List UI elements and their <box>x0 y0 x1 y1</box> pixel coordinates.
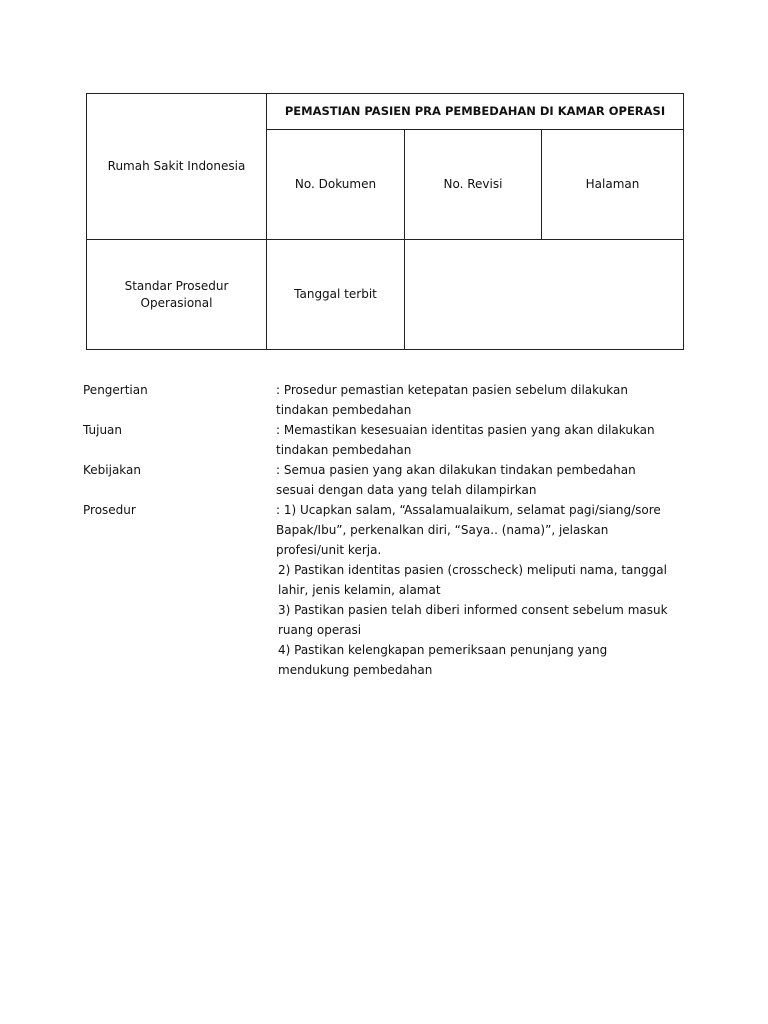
revision-label: No. Revisi <box>405 130 542 240</box>
tujuan-row <box>83 420 683 460</box>
pengertian-row <box>83 380 683 420</box>
document-header-table <box>86 93 684 350</box>
prosedur-label: Prosedur <box>83 503 136 517</box>
document-title: PEMASTIAN PASIEN PRA PEMBEDAHAN DI KAMAR OPERASI <box>267 94 684 130</box>
hospital-name: Rumah Sakit Indonesia <box>87 94 267 240</box>
sop-body <box>83 380 683 680</box>
issue-date-label: Tanggal terbit <box>267 240 405 350</box>
tujuan-label: Tujuan <box>83 423 123 437</box>
prosedur-step-1: : 1) Ucapkan salam, “Assalamualaikum, selamat pagi/siang/sore Bapak/Ibu”, perkenalkan diri, “Saya.. (nama)”, jelaskan profesi/unit kerja. <box>276 503 661 557</box>
kebijakan-text: : Semua pasien yang akan dilakukan tindakan pembedahan sesuai dengan data yang telah dilampirkan <box>276 463 636 497</box>
prosedur-row <box>83 500 683 680</box>
prosedur-step-3: 3) Pastikan pasien telah diberi informed consent sebelum masuk ruang operasi <box>278 603 668 637</box>
doc-number-label: No. Dokumen <box>267 130 405 240</box>
pengertian-label: Pengertian <box>83 383 148 397</box>
prosedur-steps <box>276 500 676 680</box>
issue-date-value <box>405 240 684 350</box>
sop-label: Standar Prosedur Operasional <box>87 240 267 350</box>
page-label: Halaman <box>542 130 684 240</box>
kebijakan-row <box>83 460 683 500</box>
tujuan-text: : Memastikan kesesuaian identitas pasien yang akan dilakukan tindakan pembedahan <box>276 423 655 457</box>
prosedur-step-4: 4) Pastikan kelengkapan pemeriksaan penunjang yang mendukung pembedahan <box>278 643 608 677</box>
pengertian-text: : Prosedur pemastian ketepatan pasien sebelum dilakukan tindakan pembedahan <box>276 383 629 417</box>
kebijakan-label: Kebijakan <box>83 463 141 477</box>
prosedur-step-2: 2) Pastikan identitas pasien (crosscheck) meliputi nama, tanggal lahir, jenis kelamin, alamat <box>278 563 667 597</box>
